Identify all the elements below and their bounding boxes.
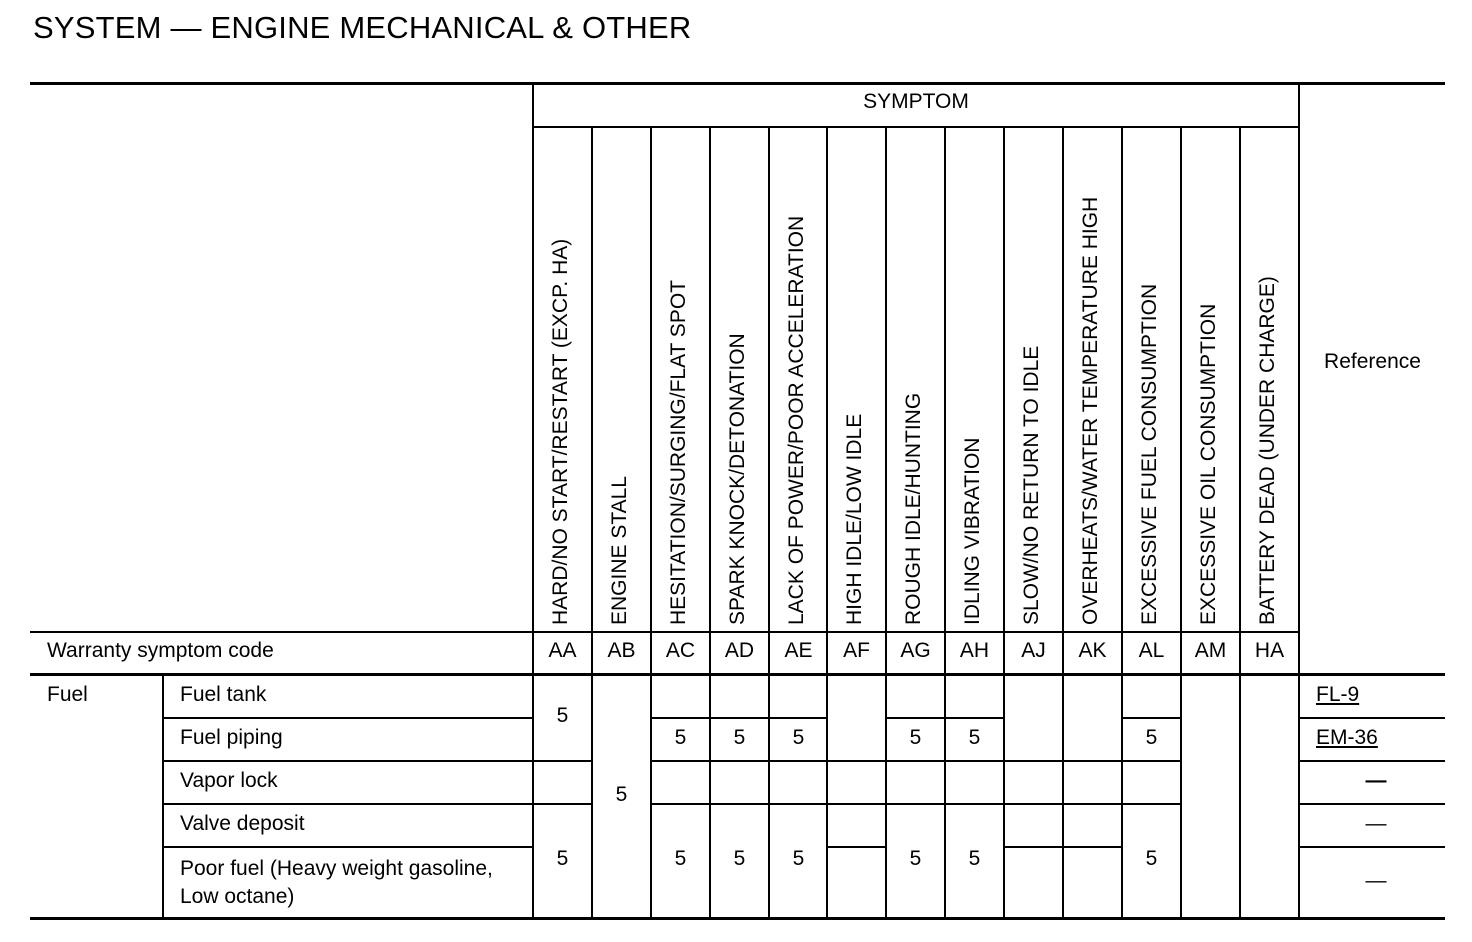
group-label: Fuel (47, 683, 88, 706)
symptom-header-rule (533, 126, 1299, 128)
symptom-name-al: EXCESSIVE FUEL CONSUMPTION (1138, 283, 1161, 625)
reference-link[interactable]: FL-9 (1316, 683, 1360, 706)
symptom-code-ak: AK (1078, 639, 1107, 662)
table-bottom-rule (30, 917, 1445, 920)
cell-value: 5 (674, 726, 687, 749)
symptom-code-ac: AC (665, 639, 696, 662)
reference-link[interactable]: EM-36 (1316, 726, 1378, 749)
symptom-name-aj: SLOW/NO RETURN TO IDLE (1020, 345, 1043, 625)
symptom-name-ae: LACK OF POWER/POOR ACCELERATION (785, 215, 808, 625)
cell-value: 5 (909, 847, 922, 870)
cell-value: 5 (615, 783, 628, 806)
cell-value: 5 (733, 726, 746, 749)
symptom-code-aa: AA (548, 639, 577, 662)
cell-value: 5 (556, 847, 569, 870)
cell-value: 5 (968, 726, 981, 749)
symptom-code-al: AL (1138, 639, 1165, 662)
cell-value: 5 (556, 704, 569, 727)
row-item-valve-deposit: Valve deposit (180, 812, 305, 835)
symptom-name-af: HIGH IDLE/LOW IDLE (843, 413, 866, 625)
reference-dash: — (1365, 812, 1387, 835)
symptom-code-ae: AE (784, 639, 813, 662)
cell-value: 5 (733, 847, 746, 870)
row-item-vapor-lock: Vapor lock (180, 769, 278, 792)
names-bottom-rule (30, 631, 1299, 633)
cell-value: 5 (1145, 847, 1158, 870)
symptom-code-aj: AJ (1021, 639, 1046, 662)
symptom-name-ah: IDLING VIBRATION (961, 437, 984, 625)
page-title: SYSTEM — ENGINE MECHANICAL & OTHER (33, 10, 692, 45)
symptom-code-ha: HA (1254, 639, 1285, 662)
symptom-code-ah: AH (959, 639, 990, 662)
symptom-name-ac: HESITATION/SURGING/FLAT SPOT (667, 280, 690, 625)
reference-dash: — (1365, 769, 1387, 792)
col-rule-group (162, 674, 164, 919)
symptom-name-ad: SPARK KNOCK/DETONATION (726, 333, 749, 625)
symptom-code-am: AM (1194, 639, 1227, 662)
symptom-code-ab: AB (607, 639, 636, 662)
symptom-code-ag: AG (900, 639, 931, 662)
code-row-bottom-rule (30, 673, 1445, 676)
reference-header: Reference (1324, 350, 1421, 373)
symptom-name-ag: ROUGH IDLE/HUNTING (902, 392, 925, 625)
reference-dash: — (1365, 869, 1387, 892)
table-top-rule (30, 82, 1445, 85)
cell-value: 5 (674, 847, 687, 870)
symptom-code-af: AF (843, 639, 870, 662)
symptom-name-ha: BATTERY DEAD (UNDER CHARGE) (1256, 276, 1279, 625)
cell-value: 5 (968, 847, 981, 870)
cell-value: 5 (792, 847, 805, 870)
symptom-name-ab: ENGINE STALL (608, 476, 631, 625)
row-item-fuel-piping: Fuel piping (180, 726, 283, 749)
symptom-name-aa: HARD/NO START/RESTART (EXCP. HA) (549, 238, 572, 625)
cell-value: 5 (792, 726, 805, 749)
symptom-name-am: EXCESSIVE OIL CONSUMPTION (1197, 303, 1220, 625)
symptom-name-ak: OVERHEATS/WATER TEMPERATURE HIGH (1079, 196, 1102, 625)
row-item-poor-fuel: Poor fuel (Heavy weight gasoline, Low octane) (180, 857, 493, 908)
warranty-code-label: Warranty symptom code (47, 639, 274, 662)
row-item-fuel-tank: Fuel tank (180, 683, 267, 706)
symptom-header: SYMPTOM (863, 90, 969, 113)
symptom-code-ad: AD (724, 639, 755, 662)
cell-value: 5 (1145, 726, 1158, 749)
cell-value: 5 (909, 726, 922, 749)
